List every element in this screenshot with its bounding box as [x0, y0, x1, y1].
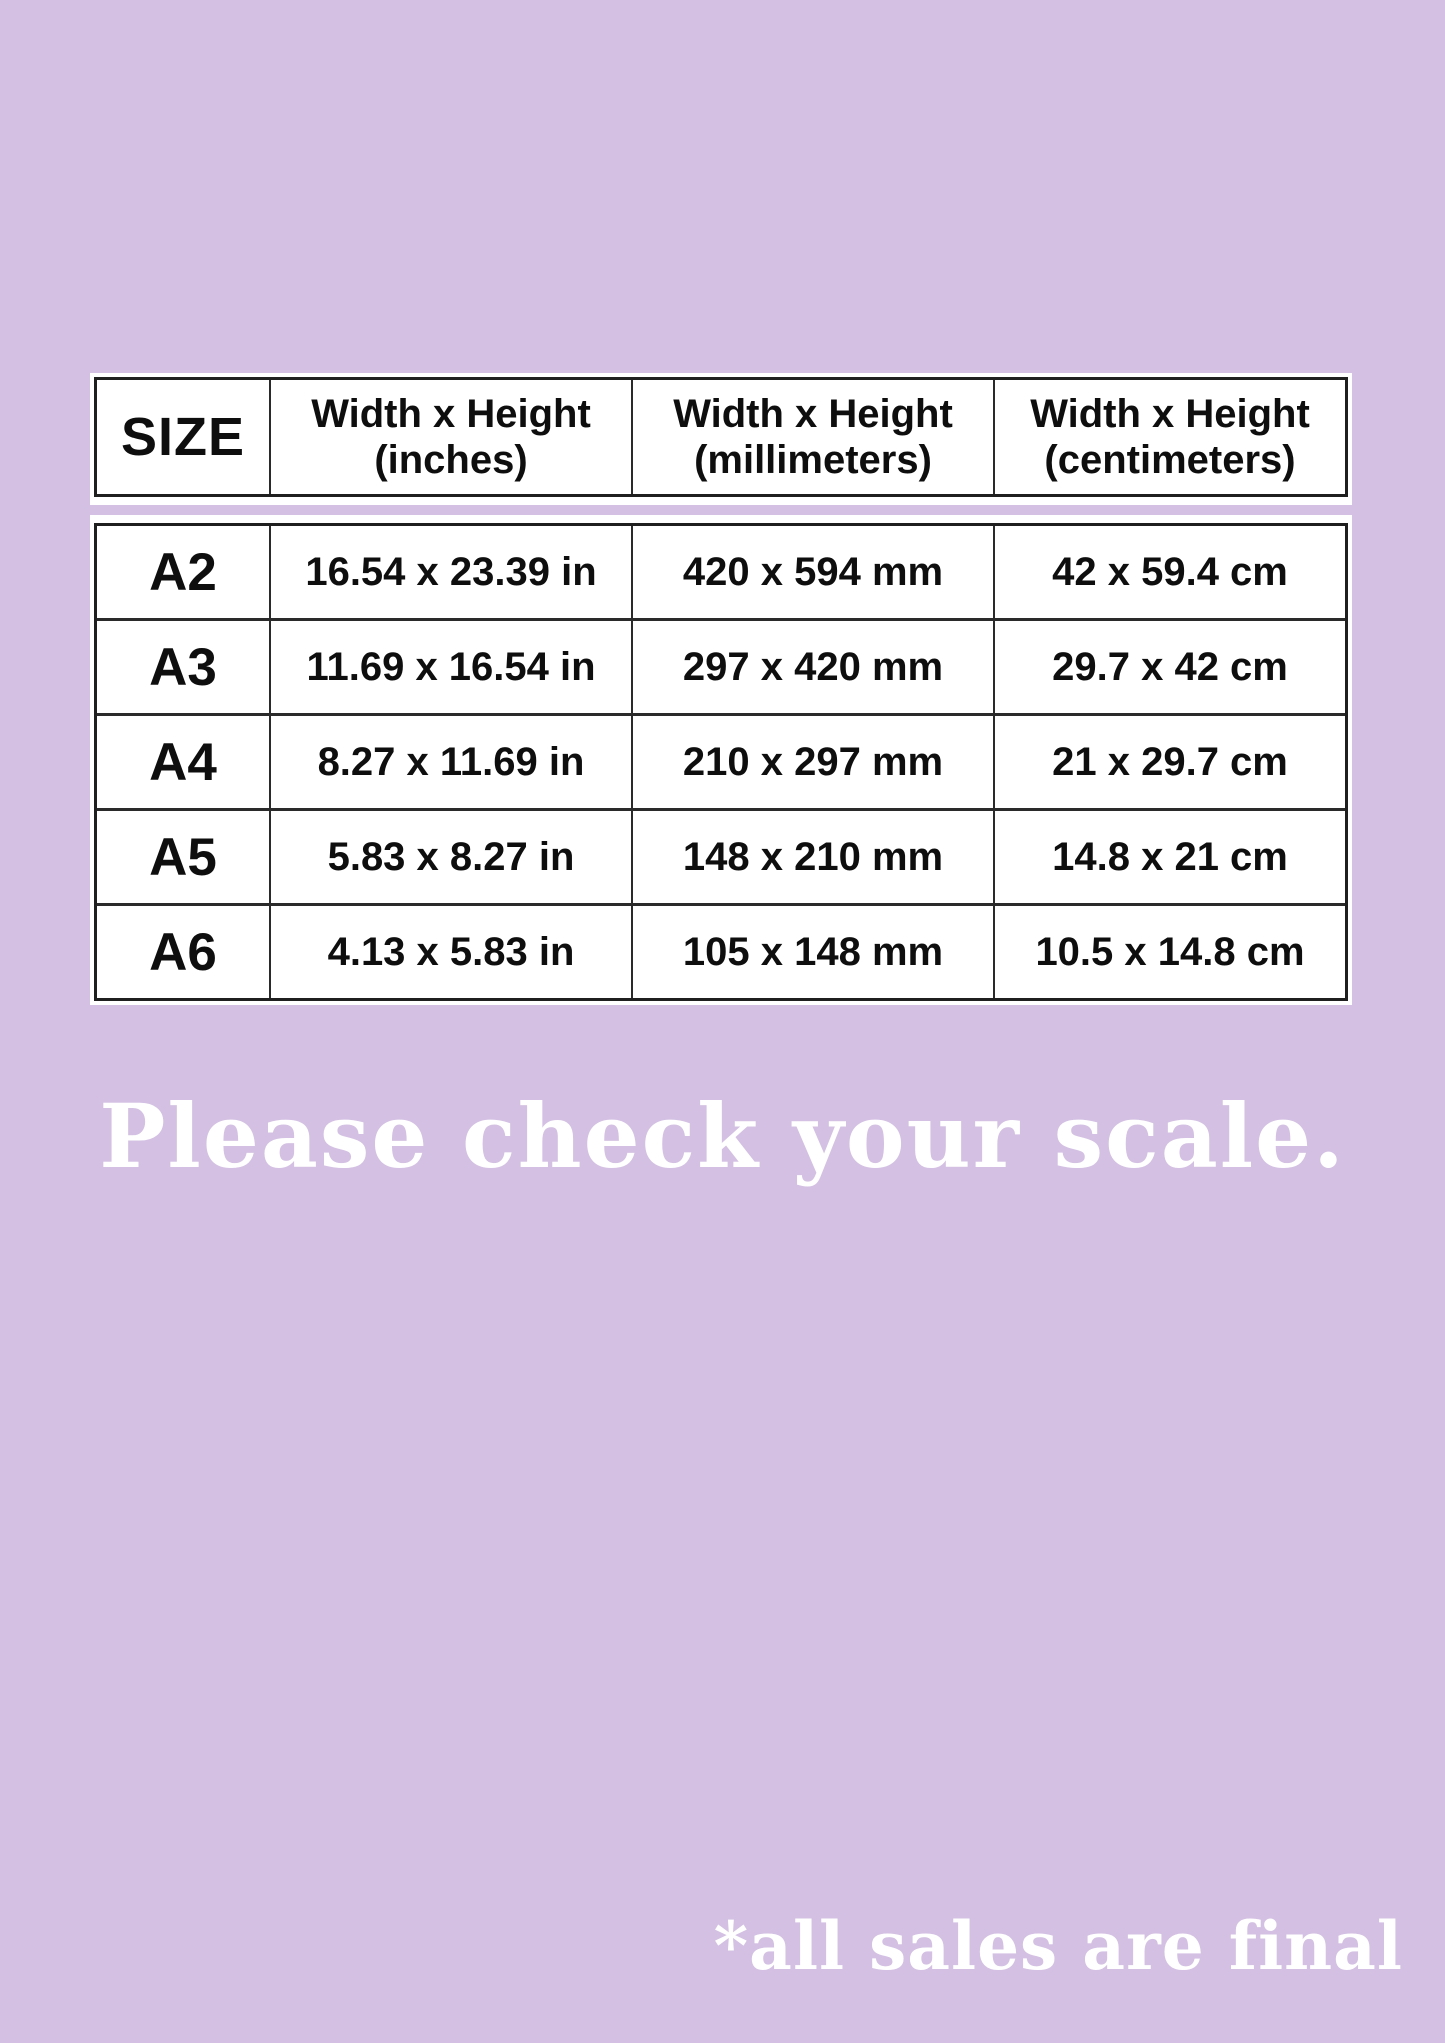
inches-cell [269, 618, 631, 713]
centimeters-cell [993, 526, 1345, 618]
inches-value: 5.83 x 8.27 in [327, 834, 575, 879]
size-cell [97, 526, 269, 618]
centimeters-cell [993, 713, 1345, 808]
millimeters-value: 297 x 420 mm [682, 644, 944, 689]
size-chart-body-wrap [90, 515, 1352, 1005]
size-chart-body [94, 523, 1348, 1001]
millimeters-cell [631, 808, 993, 903]
header-label: Width x Height [311, 392, 591, 436]
header-cell-millimeters [631, 380, 993, 494]
header-unit-label: (inches) [374, 438, 528, 482]
centimeters-cell [993, 618, 1345, 713]
header-cell-centimeters [993, 380, 1345, 494]
size-chart-header-wrap [90, 373, 1352, 505]
inches-value: 8.27 x 11.69 in [317, 739, 585, 784]
centimeters-value: 29.7 x 42 cm [1052, 644, 1288, 689]
header-label: Width x Height [673, 392, 953, 436]
size-cell [97, 808, 269, 903]
header-unit-label: (millimeters) [694, 438, 932, 482]
size-label: A6 [149, 922, 217, 982]
inches-value: 16.54 x 23.39 in [305, 549, 597, 594]
size-cell [97, 618, 269, 713]
all-sales-final-note: *all sales are final [713, 1907, 1403, 1985]
inches-cell [269, 808, 631, 903]
size-cell [97, 903, 269, 998]
header-label: Width x Height [1030, 392, 1310, 436]
size-label: A2 [149, 542, 217, 602]
size-label: A3 [149, 637, 217, 697]
millimeters-cell [631, 713, 993, 808]
millimeters-cell [631, 526, 993, 618]
inches-cell [269, 526, 631, 618]
header-unit-label: (centimeters) [1044, 438, 1296, 482]
inches-value: 4.13 x 5.83 in [327, 929, 575, 974]
centimeters-cell [993, 903, 1345, 998]
centimeters-value: 14.8 x 21 cm [1052, 834, 1288, 879]
check-scale-note: Please check your scale. [99, 1084, 1346, 1188]
inches-value: 11.69 x 16.54 in [306, 644, 596, 689]
size-label: A4 [149, 732, 217, 792]
header-cell-inches [269, 380, 631, 494]
centimeters-cell [993, 808, 1345, 903]
millimeters-cell [631, 618, 993, 713]
header-body-divider [90, 505, 1352, 515]
inches-cell [269, 903, 631, 998]
millimeters-cell [631, 903, 993, 998]
centimeters-value: 42 x 59.4 cm [1052, 549, 1288, 594]
size-label: A5 [149, 827, 217, 887]
size-chart-header-row [94, 377, 1348, 497]
size-chart [90, 373, 1352, 1005]
header-body-divider-white [94, 497, 1348, 501]
header-cell-size [97, 380, 269, 494]
header-label: SIZE [120, 406, 246, 467]
inches-cell [269, 713, 631, 808]
centimeters-value: 10.5 x 14.8 cm [1035, 929, 1305, 974]
millimeters-value: 148 x 210 mm [682, 834, 944, 879]
size-cell [97, 713, 269, 808]
millimeters-value: 210 x 297 mm [682, 739, 944, 784]
millimeters-value: 105 x 148 mm [682, 929, 944, 974]
millimeters-value: 420 x 594 mm [682, 549, 944, 594]
centimeters-value: 21 x 29.7 cm [1052, 739, 1288, 784]
